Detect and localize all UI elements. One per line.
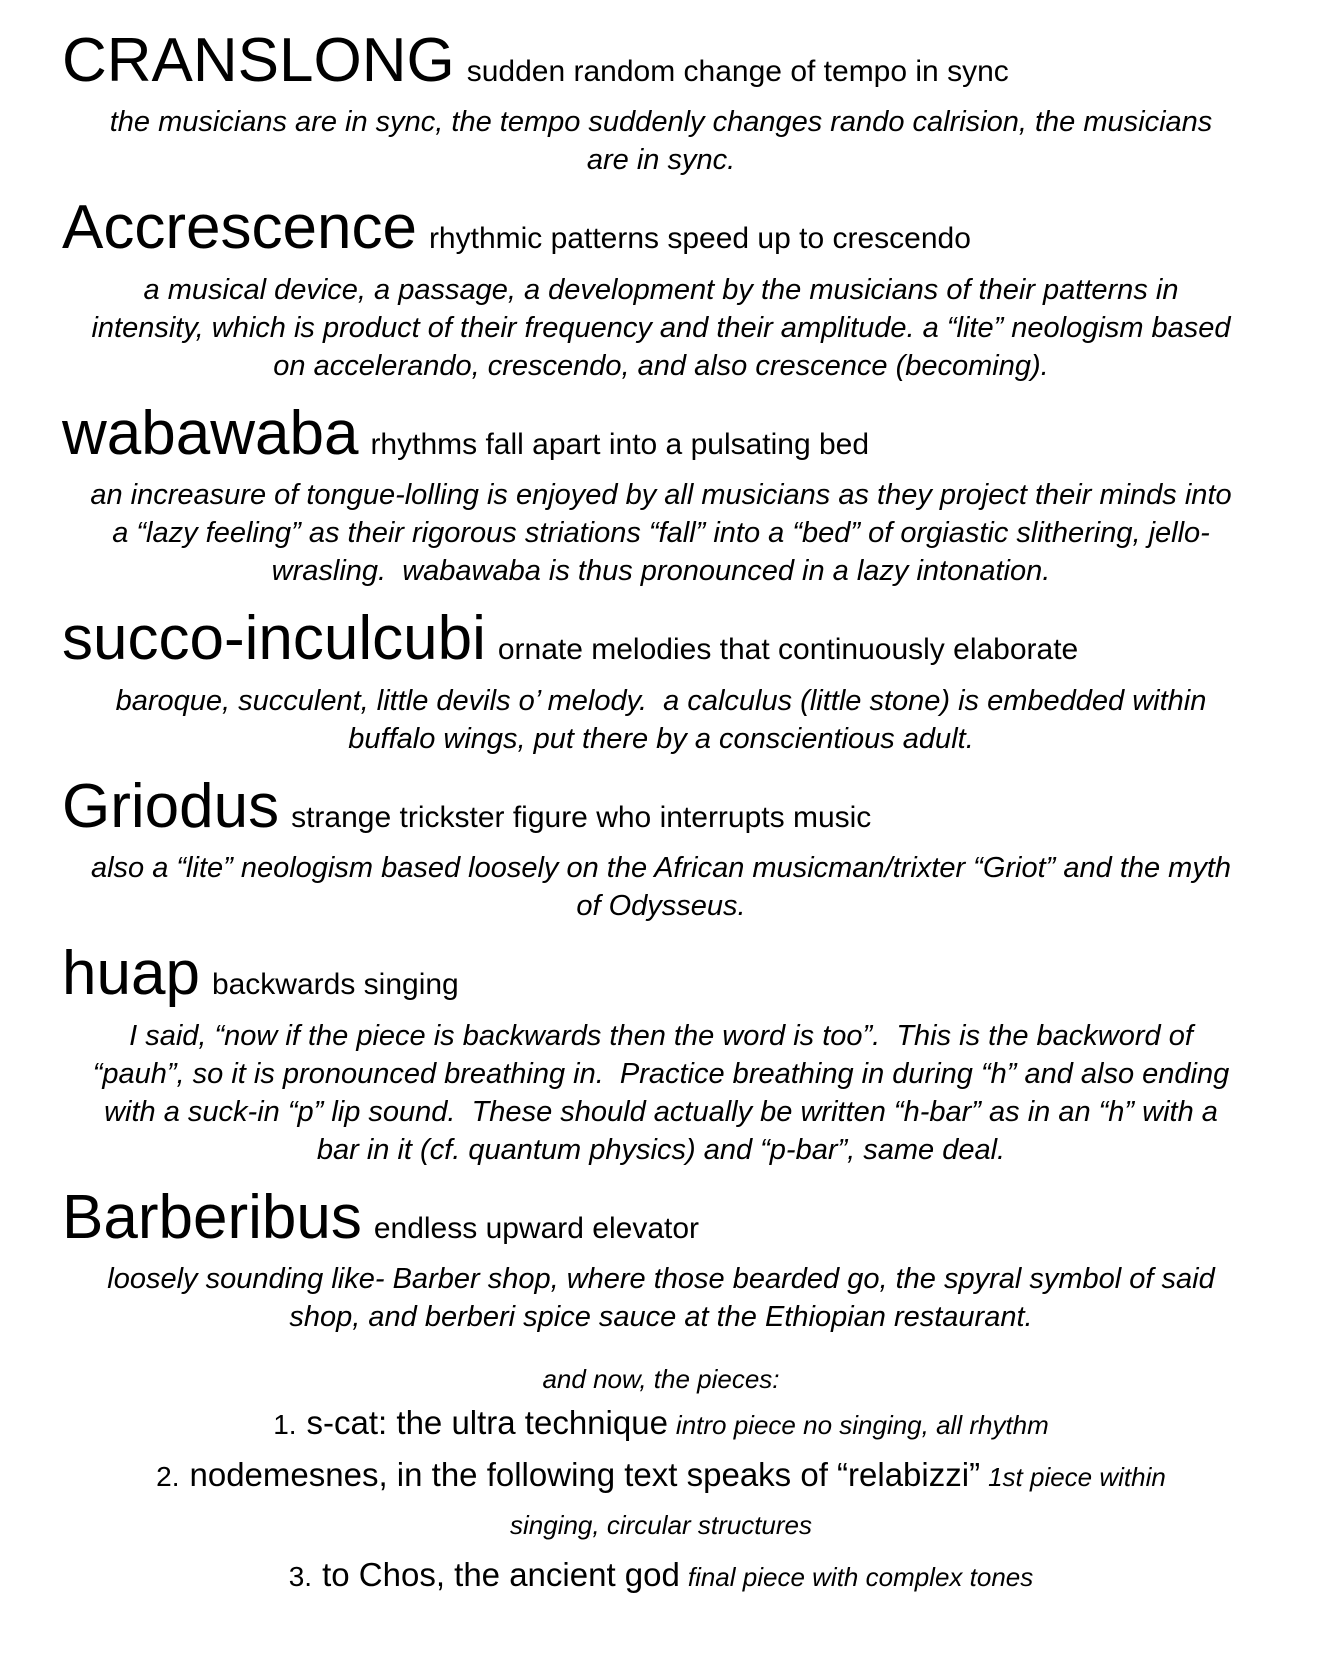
piece-note: final piece with complex tones bbox=[687, 1562, 1034, 1593]
term-definition: strange trickster figure who interrupts music bbox=[291, 800, 872, 834]
term-heading bbox=[62, 772, 1260, 841]
glossary-entry bbox=[62, 1183, 1260, 1336]
term-definition: backwards singing bbox=[211, 968, 459, 1002]
term-heading bbox=[62, 604, 1260, 673]
glossary-entry bbox=[62, 399, 1260, 590]
piece-number: 2. bbox=[156, 1461, 180, 1493]
term-definition: ornate melodies that continuously elaborate bbox=[497, 633, 1079, 667]
glossary-entry bbox=[62, 604, 1260, 757]
term-description: the musicians are in sync, the tempo suddenly changes rando calrision, the musicians are in sync. bbox=[109, 106, 1221, 177]
term-name: Griodus bbox=[62, 771, 280, 841]
term-heading bbox=[62, 939, 1260, 1008]
term-name: Accrescence bbox=[62, 193, 417, 263]
term-heading bbox=[62, 193, 1260, 262]
term-heading bbox=[62, 26, 1260, 95]
term-name: Barberibus bbox=[62, 1182, 362, 1252]
piece-title: nodemesnes, in the following text speaks of “relabizzi” bbox=[189, 1456, 981, 1494]
term-name: CRANSLONG bbox=[62, 26, 455, 95]
piece-title: to Chos, the ancient god bbox=[322, 1556, 680, 1594]
term-heading bbox=[62, 1183, 1260, 1252]
piece-number: 1. bbox=[273, 1409, 297, 1441]
term-name: huap bbox=[62, 939, 200, 1009]
term-name: wabawaba bbox=[62, 398, 359, 468]
pieces-section bbox=[62, 1362, 1260, 1600]
glossary-entry bbox=[62, 26, 1260, 179]
term-description: an increasure of tongue-lolling is enjoyed by all musicians as they project their minds into a “lazy feeling” as their rigorous striations “fall” into a “bed” of orgiastic slithering, jello-wrasling. wabawaba is thus pronounced in a lazy intonation. bbox=[90, 479, 1240, 588]
term-definition: sudden random change of tempo in sync bbox=[466, 55, 1009, 88]
term-description: also a “lite” neologism based loosely on the African musicman/trixter “Griot” and the myth of Odysseus. bbox=[90, 852, 1240, 923]
glossary-entry bbox=[62, 772, 1260, 925]
term-definition: endless upward elevator bbox=[373, 1211, 700, 1245]
piece-title: s-cat: the ultra technique bbox=[306, 1404, 668, 1442]
term-description: a musical device, a passage, a development by the musicians of their patterns in intensity, which is product of their frequency and their amplitude. a “lite” neologism based on accelerando, crescendo, and also crescence (becoming). bbox=[91, 273, 1239, 382]
term-description: loosely sounding like- Barber shop, where those bearded go, the spyral symbol of said shop, and berberi spice sauce at the Ethiopian restaurant. bbox=[107, 1263, 1223, 1334]
piece-list-item bbox=[121, 1452, 1201, 1548]
glossary-entry bbox=[62, 193, 1260, 384]
piece-note: 1st piece within singing, circular structures bbox=[510, 1462, 1166, 1541]
piece-number: 3. bbox=[288, 1561, 313, 1593]
piece-note: intro piece no singing, all rhythm bbox=[675, 1410, 1049, 1441]
term-definition: rhythmic patterns speed up to crescendo bbox=[428, 222, 971, 256]
term-heading bbox=[62, 399, 1260, 468]
piece-list-item bbox=[121, 1400, 1201, 1448]
piece-list-item bbox=[121, 1552, 1201, 1600]
term-definition: rhythms fall apart into a pulsating bed bbox=[370, 427, 870, 461]
pieces-intro: and now, the pieces: bbox=[542, 1364, 780, 1395]
term-description: I said, “now if the piece is backwards then the word is too”. This is the backword of “pauh”, so it is pronounced breathing in. Practice breathing in during “h” and also ending with a suck-in “p” lip sound. These should actually be written “h-bar” as in an “h” with a bar in it (cf. quantum physics) and “p-bar”, same deal. bbox=[92, 1019, 1238, 1166]
term-name: succo-inculcubi bbox=[62, 604, 486, 674]
glossary-entry bbox=[62, 939, 1260, 1168]
term-description: baroque, succulent, little devils o’ melody. a calculus (little stone) is embedded within buffalo wings, put there by a conscientious adult. bbox=[115, 684, 1215, 755]
